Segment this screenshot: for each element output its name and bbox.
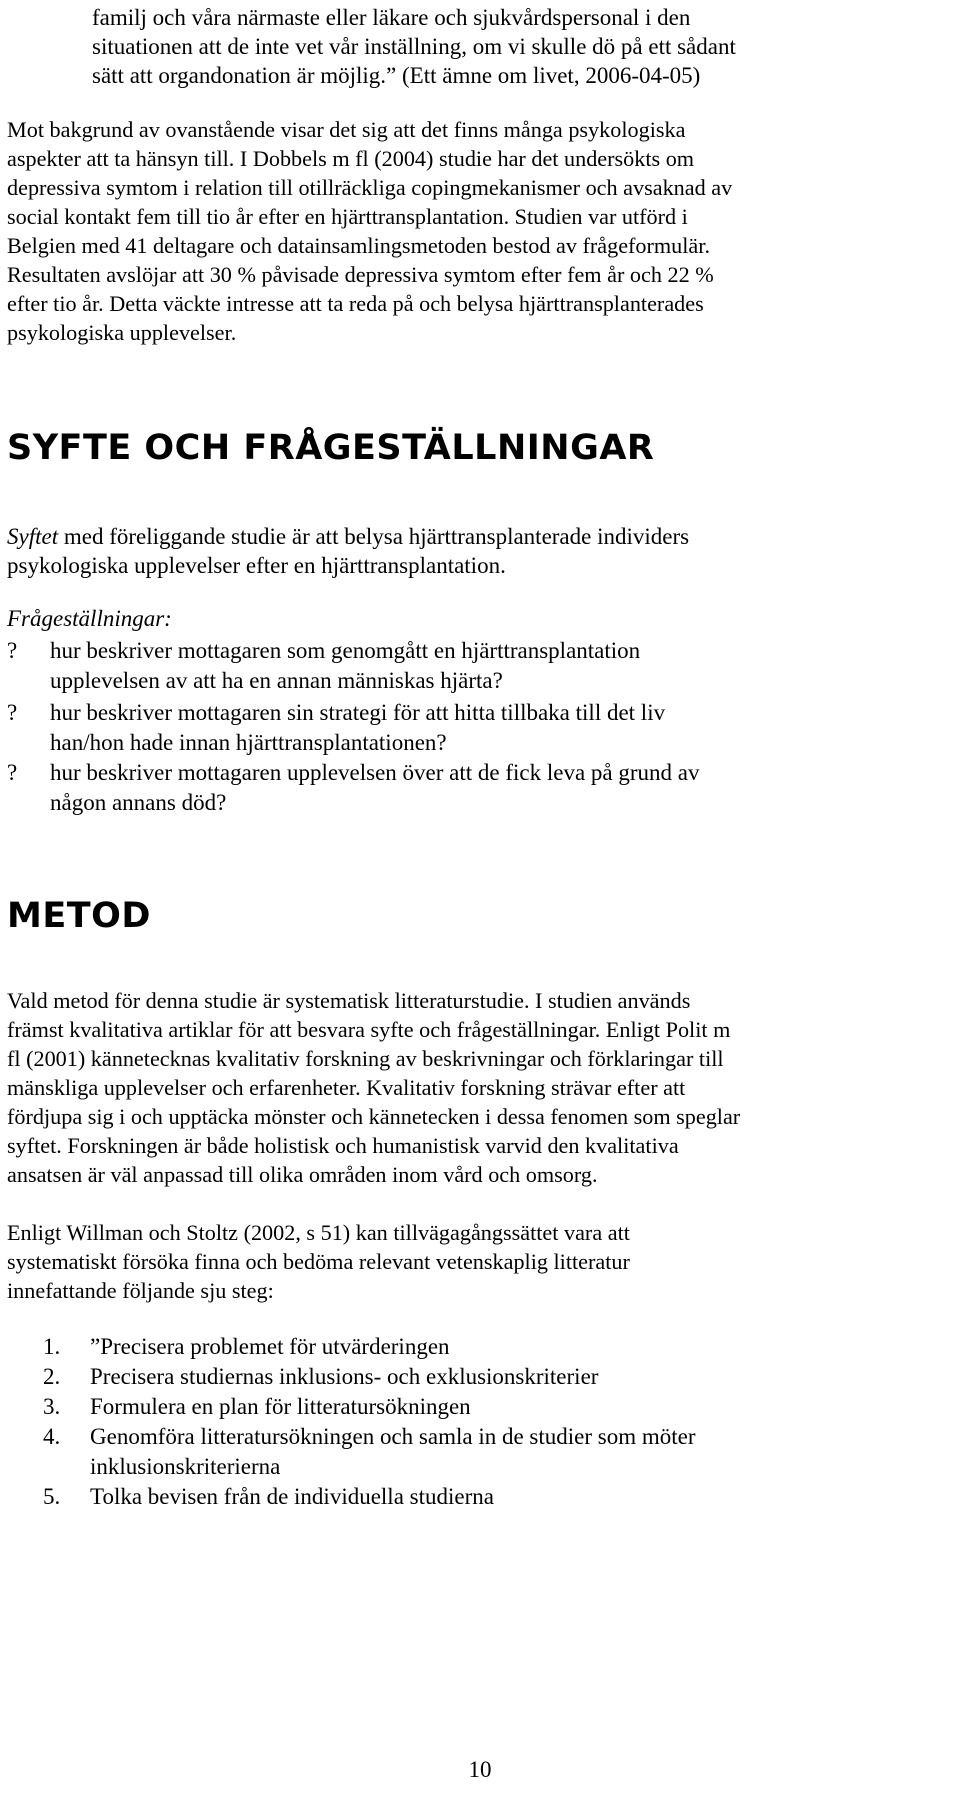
question-mark: ?: [7, 700, 18, 725]
text-line: Vald metod för denna studie är systematisk litteraturstudie. I studien används: [7, 988, 691, 1013]
purpose-section-heading: SYFTE OCH FRÅGESTÄLLNINGAR: [7, 428, 655, 468]
text-line: främst kvalitativa artiklar för att besvara syfte och frågeställningar. Enligt Polit m: [7, 1017, 731, 1042]
text-line: Mot bakgrund av ovanstående visar det sig att det finns många psykologiska: [7, 117, 686, 142]
text-line: mänskliga upplevelser och erfarenheter. Kvalitativ forskning strävar efter att: [7, 1075, 686, 1100]
background-paragraph: [7, 115, 960, 347]
purpose-term: Syftet: [7, 524, 59, 549]
purpose-line: [7, 522, 960, 551]
text-line: efter tio år. Detta väckte intresse att ta reda på och belysa hjärttransplanterades: [7, 291, 704, 316]
step-text: Genomföra litteratursökningen och samla in de studier som möter inklusionskriterierna: [90, 1424, 696, 1479]
text-line: depressiva symtom i relation till otillräckliga copingmekanismer och avsaknad av: [7, 175, 733, 200]
question-text: hur beskriver mottagaren sin strategi för att hitta tillbaka till det liv han/hon hade innan hjärttransplantationen?: [50, 700, 666, 755]
step-text: Tolka bevisen från de individuella studierna: [90, 1484, 494, 1509]
method-paragraph: [7, 986, 960, 1189]
text-line: psykologiska upplevelser efter en hjärttransplantation.: [7, 553, 506, 578]
text-line: psykologiska upplevelser.: [7, 320, 237, 345]
question-mark: ?: [7, 638, 18, 663]
question-mark: ?: [7, 760, 18, 785]
text-line: familj och våra närmaste eller läkare och sjukvårdspersonal i den: [92, 5, 691, 30]
step-number: 3.: [43, 1394, 61, 1419]
text-line: Enligt Willman och Stoltz (2002, s 51) kan tillvägagångssättet vara att: [7, 1220, 630, 1245]
text-line: ansatsen är väl anpassad till olika områden inom vård och omsorg.: [7, 1162, 598, 1187]
step-number: 4.: [43, 1424, 61, 1449]
question-text: hur beskriver mottagaren upplevelsen över att de fick leva på grund av någon annans död?: [50, 760, 700, 815]
method-steps-intro-paragraph: [7, 1218, 960, 1305]
step-text: Formulera en plan för litteratursökningen: [90, 1394, 471, 1419]
question-text: hur beskriver mottagaren som genomgått en hjärttransplantation upplevelsen av att ha en annan människas hjärta?: [50, 638, 641, 693]
text-line: aspekter att ta hänsyn till. I Dobbels m fl (2004) studie har det undersökts om: [7, 146, 695, 171]
step-text: ”Precisera problemet för utvärderingen: [90, 1334, 450, 1359]
step-number: 2.: [43, 1364, 61, 1389]
text-line: sätt att organdonation är möjlig.” (Ett ämne om livet, 2006-04-05): [92, 63, 701, 88]
purpose-text: med föreliggande studie är att belysa hjärttransplanterade individers: [58, 524, 690, 549]
text-line: Belgien med 41 deltagare och datainsamlingsmetoden bestod av frågeformulär.: [7, 233, 710, 258]
text-line: systematiskt försöka finna och bedöma relevant vetenskaplig litteratur: [7, 1249, 630, 1274]
page-number: 10: [468, 1757, 492, 1782]
text-line: situationen att de inte vet vår inställning, om vi skulle dö på ett sådant: [92, 34, 736, 59]
text-line: innefattande följande sju steg:: [7, 1278, 274, 1303]
step-number: 1.: [43, 1334, 61, 1359]
questions-label: Frågeställningar:: [7, 606, 172, 631]
text-line: syftet. Forskningen är både holistisk och humanistisk varvid den kvalitativa: [7, 1133, 679, 1158]
method-section-heading: METOD: [7, 896, 151, 936]
step-text: Precisera studiernas inklusions- och exklusionskriterier: [90, 1364, 599, 1389]
text-line: social kontakt fem till tio år efter en hjärttransplantation. Studien var utförd i: [7, 204, 688, 229]
purpose-paragraph: [7, 522, 960, 580]
intro-continuation-paragraph: [92, 3, 952, 90]
text-line: fördjupa sig i och upptäcka mönster och kännetecken i dessa fenomen som speglar: [7, 1104, 741, 1129]
step-number: 5.: [43, 1484, 61, 1509]
text-line: fl (2001) kännetecknas kvalitativ forskning av beskrivningar och förklaringar till: [7, 1046, 724, 1071]
text-line: Resultaten avslöjar att 30 % påvisade depressiva symtom efter fem år och 22 %: [7, 262, 714, 287]
